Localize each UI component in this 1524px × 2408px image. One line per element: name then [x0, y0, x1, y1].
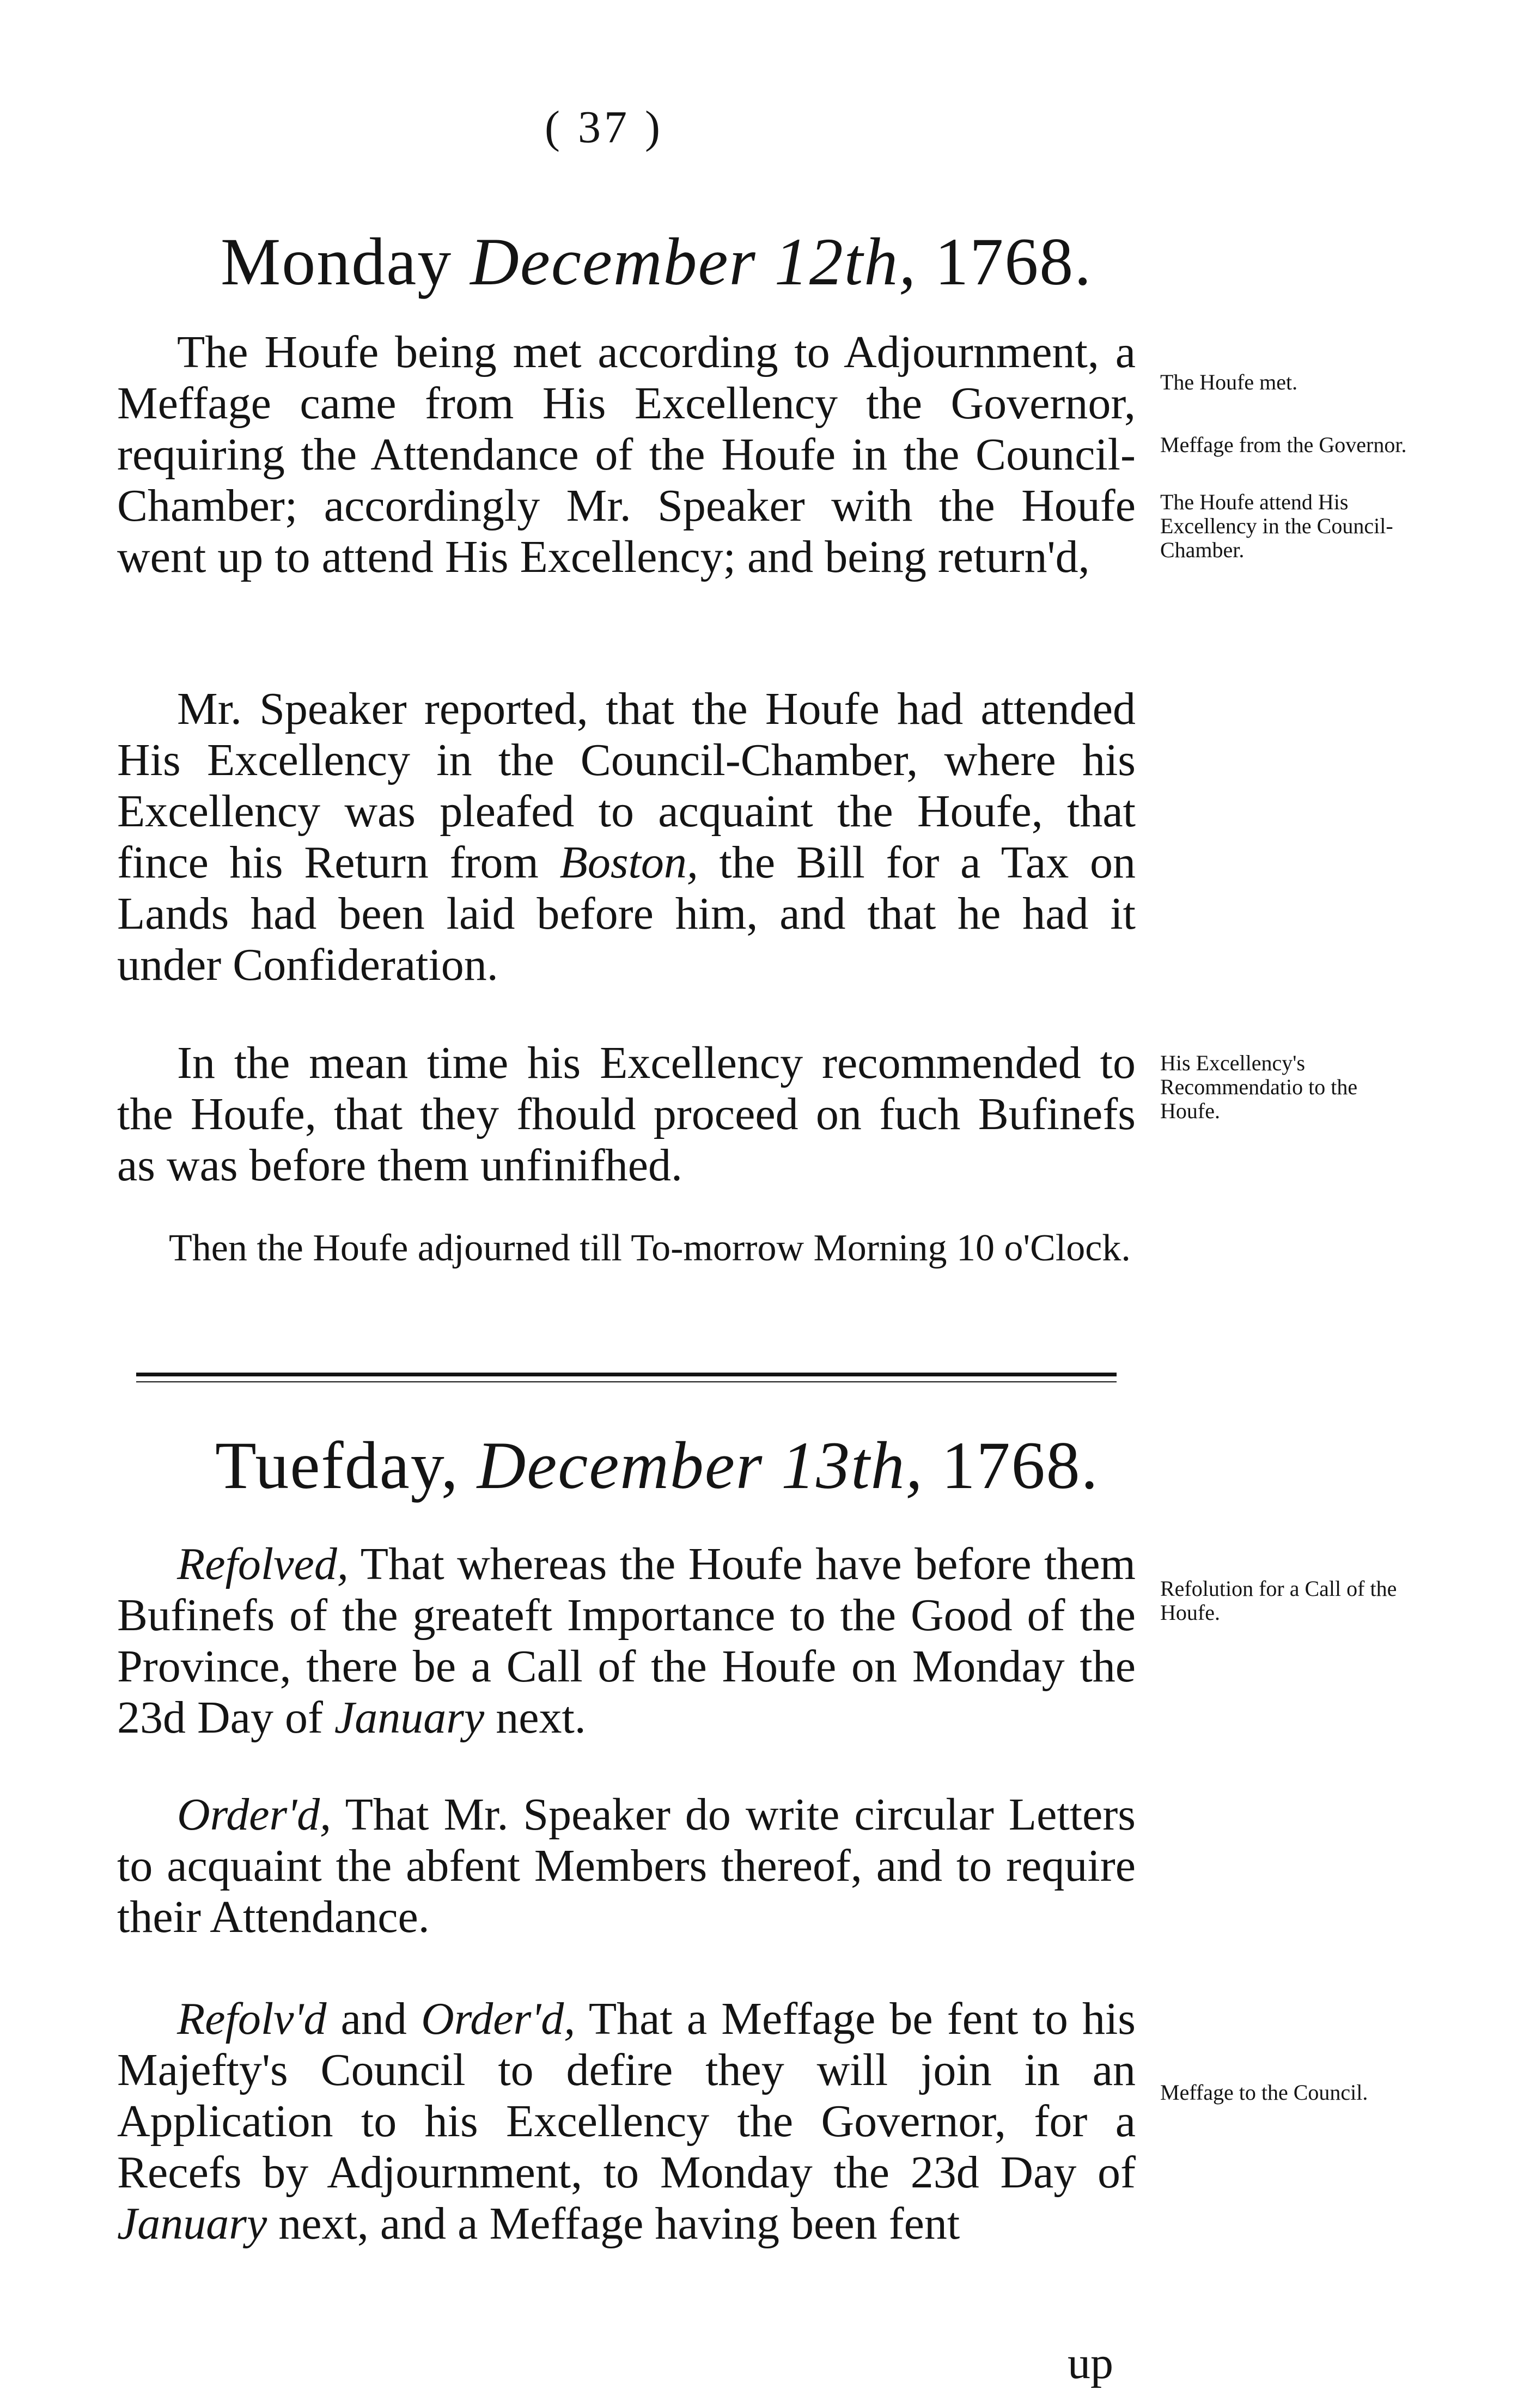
paragraph-text: That a Meffage be fent to his Majefty's Council to defire they will join in an Application to his Excellency the Governor, for a Recefs by Adjournment, to Monday the 23d Day of [117, 1994, 1136, 2198]
paragraph-text: That Mr. Speaker do write circular Letters to acquaint the abfent Members thereof, and to require their Attendance. [117, 1789, 1136, 1942]
section-heading-monday [221, 223, 1092, 301]
page-number: ( 37 ) [545, 102, 663, 153]
paragraph-text: In the mean time his Excellency recommended to the Houfe, that they fhould proceed on fuch Bufinefs as was before them unfinifhed. [117, 1038, 1136, 1191]
paragraph-lead: Refolv'd [177, 1994, 327, 2044]
paragraph-house-met [117, 327, 1136, 583]
paragraph-resolved-call [117, 1539, 1136, 1743]
paragraph-text: the Bill for a Tax on Lands had been laid before him, and that he had it under Confideration. [117, 837, 1136, 990]
section-divider [136, 1373, 1117, 1376]
heading-year: 1768. [917, 224, 1093, 299]
section-divider-thin [136, 1381, 1117, 1382]
paragraph-text: next. [484, 1692, 586, 1743]
margin-note: Meffage to the Council. [1160, 2080, 1368, 2105]
paragraph-recommendation [117, 1038, 1136, 1191]
paragraph-text: That whereas the Houfe have before them Bufinefs of the greateft Importance to the Good of the Province, there be a Call of the Houfe on Monday the 23d Day of [117, 1539, 1136, 1743]
paragraph-speaker-reported [117, 684, 1136, 991]
margin-note: His Excellency's Recommendatio to the Houfe. [1160, 1051, 1358, 1123]
paragraph-lead: Order'd, [421, 1994, 576, 2044]
margin-note: The Houfe attend His Excellency in the Council-Chamber. [1160, 490, 1393, 562]
margin-note: The Houfe met. [1160, 370, 1298, 394]
margin-note: Refolution for a Call of the Houfe. [1160, 1576, 1397, 1625]
paragraph-text: The Houfe being met according to Adjournment, a Meffage came from His Excellency the Governor, requiring the Attendance of the Houfe in the Council-Chamber; accordingly Mr. Speaker with the Houfe went up to attend His Excellency; and being return'd, [117, 327, 1136, 582]
heading-day: Monday [221, 224, 471, 299]
month-name: January [117, 2198, 267, 2249]
margin-note: Meffage from the Governor. [1160, 432, 1407, 457]
heading-date: December 12th, [470, 224, 917, 299]
paragraph-lead: Refolved, [177, 1539, 349, 1589]
month-name: January [334, 1692, 485, 1743]
paragraph-ordered-letters [117, 1789, 1136, 1943]
heading-date: December 13th, [477, 1428, 924, 1503]
paragraph-text: next, and a Meffage having been fent [267, 2198, 960, 2249]
paragraph-lead: Order'd, [177, 1789, 332, 1840]
place-name: Boston, [559, 837, 698, 888]
catchword: up [1068, 2338, 1113, 2388]
paragraph-text: Mr. Speaker reported, that the Houfe had attended His Excellency in the Council-Chamber, where his Excellency was pleafed to acquaint the Houfe, that fince his Return from [117, 684, 1136, 888]
section-heading-tuesday [215, 1427, 1099, 1504]
heading-day: Tuefday, [215, 1428, 477, 1503]
paragraph-message-council [117, 1994, 1136, 2250]
paragraph-text: and [326, 1994, 422, 2044]
paragraph-adjourned [169, 1226, 1133, 1271]
paragraph-text: Then the Houfe adjourned till To-morrow Morning 10 o'Clock. [169, 1227, 1131, 1269]
heading-year: 1768. [923, 1428, 1099, 1503]
